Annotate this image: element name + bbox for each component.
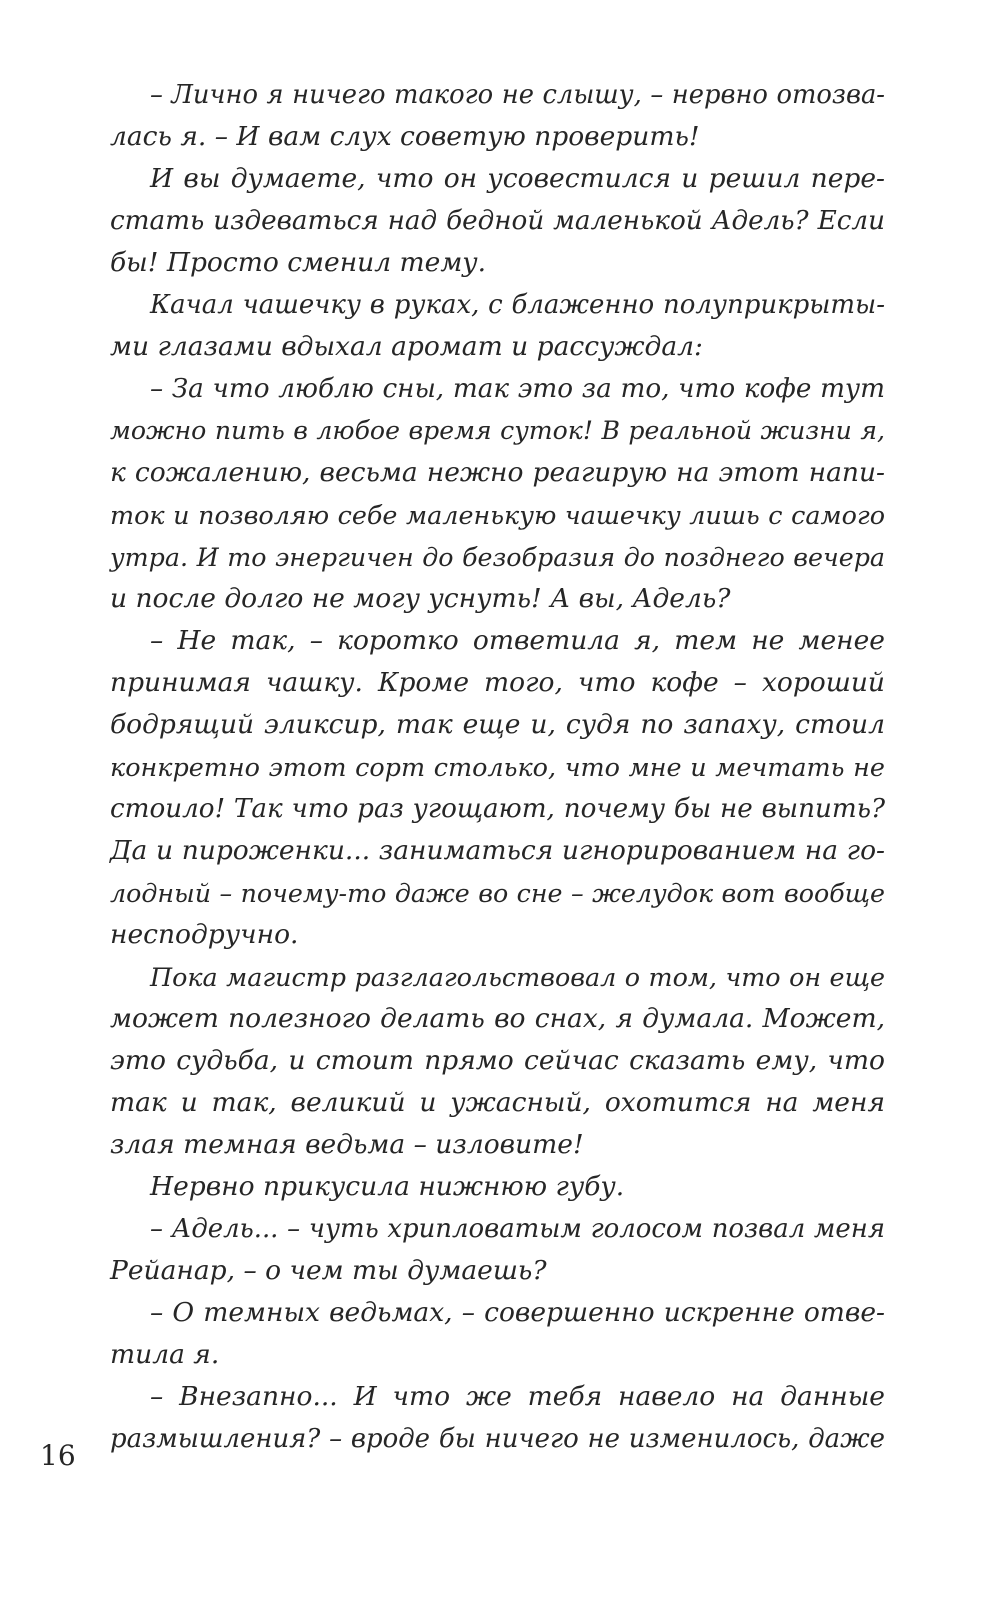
text-line: ток и позволяю себе маленькую чашечку лишь с самого xyxy=(110,500,885,530)
text-line: – Внезапно... И что же тебя навело на данные xyxy=(150,1381,885,1412)
text-line: Рейанар, – о чем ты думаешь? xyxy=(110,1255,547,1286)
text-line: – Адель... – чуть хрипловатым голосом позвал меня xyxy=(150,1214,885,1244)
text-line: утра. И то энергичен до безобразия до позднего вечера xyxy=(110,542,885,572)
text-line: Да и пироженки... заниматься игнорированием на го- xyxy=(110,835,885,866)
text-line: лодный – почему-то даже во сне – желудок вот вообще xyxy=(110,878,885,908)
text-line: Пока магистр разглагольствовал о том, что он еще xyxy=(150,962,885,992)
text-line: – Лично я ничего такого не слышу, – нервно отозва- xyxy=(150,80,885,110)
text-line: к сожалению, весьма нежно реагирую на этот напи- xyxy=(110,457,885,488)
text-line: конкретно этот сорт столько, что мне и мечтать не xyxy=(110,752,885,782)
text-line: – За что люблю сны, так это за то, что кофе тут xyxy=(150,374,885,404)
text-line: И вы думаете, что он усовестился и решил пере- xyxy=(150,163,885,194)
text-line: размышления? – вроде бы ничего не изменилось, даже xyxy=(110,1424,885,1454)
text-line: стать издеваться над бедной маленькой Адель? Если xyxy=(110,206,885,236)
text-line: и после долго не могу уснуть! А вы, Адель? xyxy=(110,583,731,614)
text-line: бы! Просто сменил тему. xyxy=(110,247,487,278)
text-line: можно пить в любое время суток! В реальной жизни я, xyxy=(110,416,885,445)
text-line: тила я. xyxy=(110,1339,220,1370)
text-line: принимая чашку. Кроме того, что кофе – хороший xyxy=(110,667,885,698)
page-number: 16 xyxy=(40,1439,76,1472)
text-line: это судьба, и стоит прямо сейчас сказать ему, что xyxy=(110,1045,885,1076)
text-line: ми глазами вдыхал аромат и рассуждал: xyxy=(110,331,703,362)
text-line: несподручно. xyxy=(110,919,299,950)
text-line: злая темная ведьма – изловите! xyxy=(110,1129,584,1160)
body-text xyxy=(110,74,885,1460)
text-line: Нервно прикусила нижнюю губу. xyxy=(150,1171,625,1202)
text-line: так и так, великий и ужасный, охотится на меня xyxy=(110,1087,885,1118)
text-line: лась я. – И вам слух советую проверить! xyxy=(110,121,700,152)
text-line: может полезного делать во снах, я думала. Может, xyxy=(110,1003,885,1034)
text-line: стоило! Так что раз угощают, почему бы не выпить? xyxy=(110,794,885,824)
text-line: – Не так, – коротко ответила я, тем не менее xyxy=(150,625,885,656)
text-line: бодрящий эликсир, так еще и, судя по запаху, стоил xyxy=(110,709,885,740)
text-line: – О темных ведьмах, – совершенно искренне отве- xyxy=(150,1297,885,1328)
text-line: Качал чашечку в руках, с блаженно полуприкрыты- xyxy=(150,290,885,320)
